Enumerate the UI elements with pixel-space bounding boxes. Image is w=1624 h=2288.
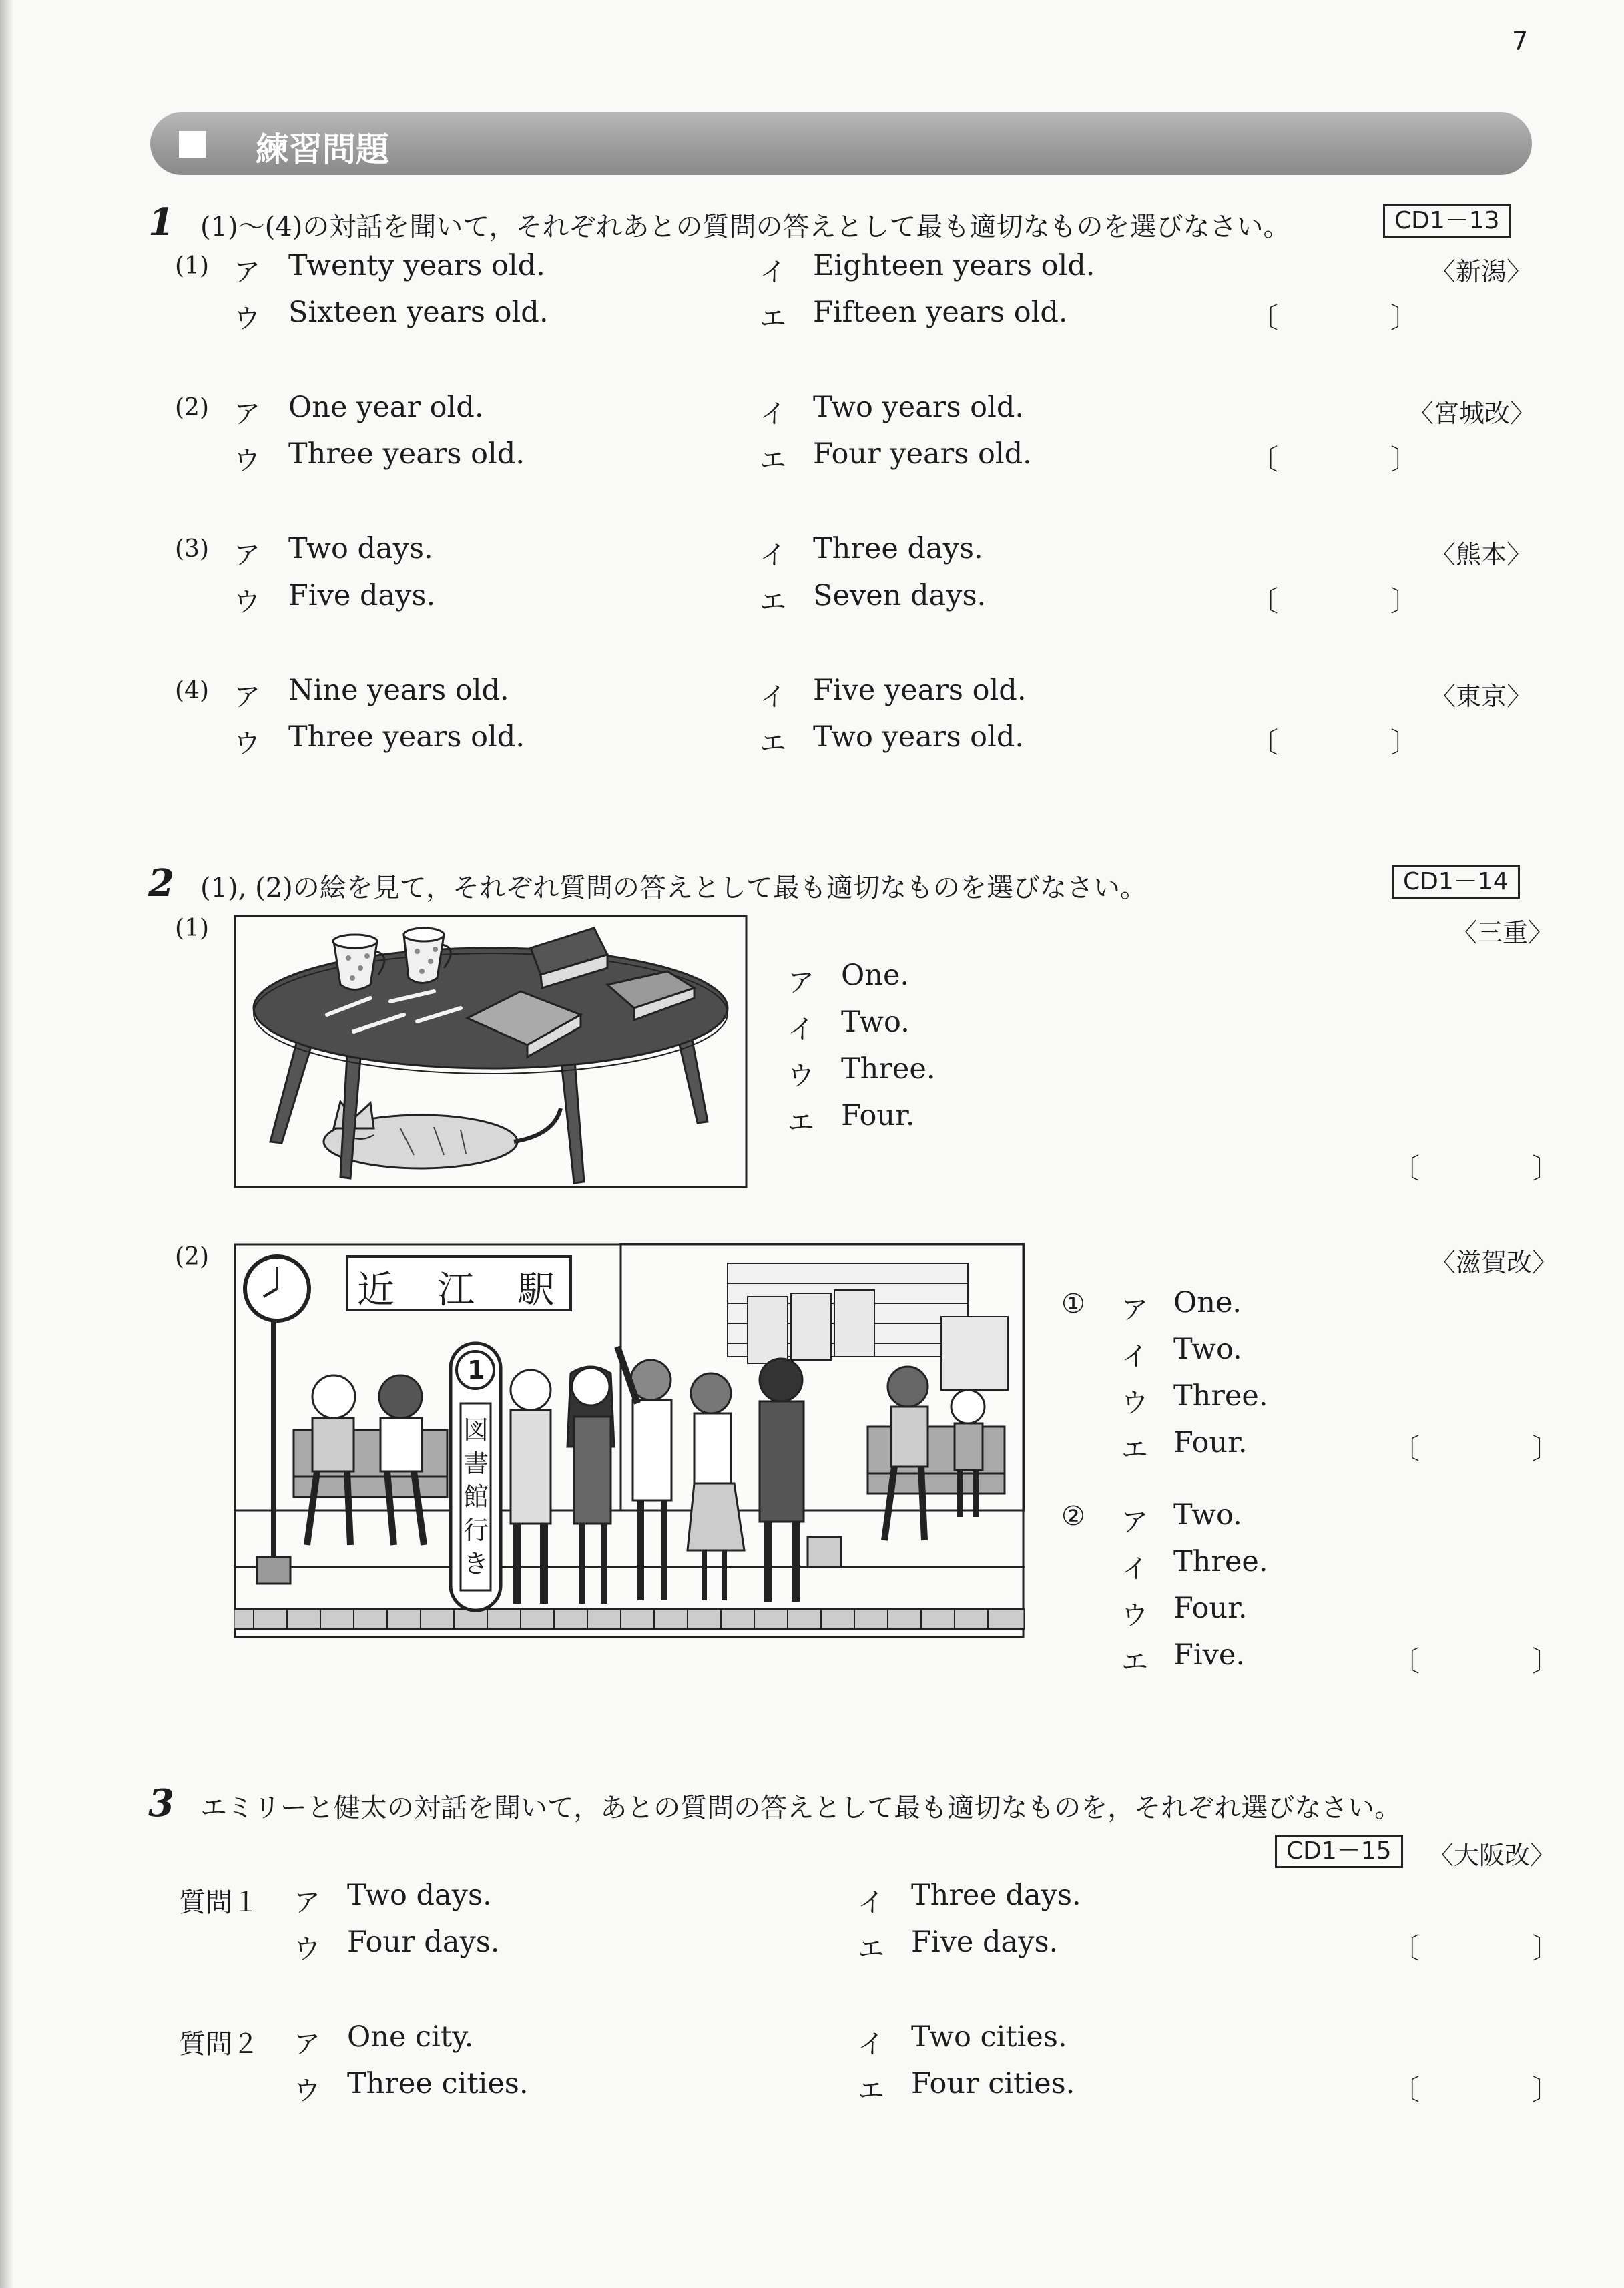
q3-item2-label: 質問２ (179, 2029, 259, 2060)
station-illustration (234, 1243, 1025, 1638)
kana-i: イ (788, 1014, 814, 1045)
section-title: 練習問題 (256, 130, 389, 169)
q1-item1-option-u: Sixteen years old. (288, 296, 549, 329)
kana-e: エ (858, 2076, 884, 2106)
q3-item2-option-u: Three cities. (347, 2067, 529, 2100)
q1-item1-option-e: Fifteen years old. (813, 296, 1068, 329)
kana-a: ア (788, 967, 814, 998)
q3-source: 〈大阪改〉 (1428, 1841, 1556, 1870)
kana-i: イ (858, 1887, 884, 1918)
q2-part2-sub1-option-e: Four. (1173, 1426, 1248, 1459)
kana-a: ア (294, 2029, 320, 2060)
kana-u: ウ (294, 2076, 320, 2106)
answer-bracket[interactable]: 〔 〕 (1392, 1932, 1561, 1965)
q1-item1-num: (1) (175, 252, 209, 280)
q1-item4-option-u: Three years old. (288, 720, 525, 754)
kana-e: エ (1121, 1647, 1148, 1678)
kana-i: イ (1121, 1341, 1148, 1372)
q1-item1-option-a: Twenty years old. (288, 249, 545, 282)
q1-item2-option-a: One year old. (288, 391, 484, 424)
q2-part2-sub1-option-u: Three. (1173, 1379, 1268, 1413)
kana-a: ア (234, 540, 260, 571)
kana-a: ア (234, 682, 260, 712)
q1-item2-option-u: Three years old. (288, 437, 525, 471)
kana-e: エ (858, 1934, 884, 1965)
kana-u: ウ (234, 728, 260, 759)
q2-part2-sub2-option-e: Five. (1173, 1638, 1245, 1672)
kana-a: ア (1121, 1295, 1148, 1325)
q3-item2-option-a: One city. (347, 2020, 474, 2054)
q2-part2-sub2-option-u: Four. (1173, 1592, 1248, 1625)
q1-cd-label: CD1－13 (1383, 204, 1511, 238)
kana-i: イ (760, 399, 786, 429)
q2-part1-option-u: Three. (841, 1052, 936, 1086)
table-cat-illustration (234, 915, 748, 1188)
page-number: 7 (1512, 27, 1529, 56)
answer-bracket[interactable]: 〔 〕 (1250, 443, 1419, 476)
answer-bracket[interactable]: 〔 〕 (1392, 1645, 1561, 1678)
q1-item3-num: (3) (175, 535, 209, 563)
answer-bracket[interactable]: 〔 〕 (1392, 1433, 1561, 1465)
kana-e: エ (760, 445, 786, 476)
q1-item3-option-a: Two days. (288, 532, 433, 565)
q1-instruction: (1)〜(4)の対話を聞いて，それぞれあとの質問の答えとして最も適切なものを選びなさい。 (200, 212, 1290, 242)
platform-sign: 図書館行き (463, 1415, 489, 1578)
q1-item4-option-i: Five years old. (813, 674, 1027, 707)
answer-bracket[interactable]: 〔 〕 (1250, 585, 1419, 618)
answer-bracket[interactable]: 〔 〕 (1392, 2074, 1561, 2106)
q2-part2-sub2-num: ② (1061, 1501, 1085, 1532)
q1-item2-source: 〈宮城改〉 (1408, 399, 1536, 428)
q1-item1-source: 〈新潟〉 (1430, 257, 1533, 286)
station-sign: 近 江 駅 (357, 1269, 557, 1312)
kana-a: ア (294, 1887, 320, 1918)
kana-a: ア (234, 399, 260, 429)
kana-e: エ (760, 728, 786, 759)
q1-item3-option-i: Three days. (813, 532, 983, 565)
q1-item3-option-u: Five days. (288, 579, 436, 612)
q2-part2-num: (2) (175, 1243, 209, 1271)
kana-i: イ (858, 2029, 884, 2060)
q2-part1-option-e: Four. (841, 1099, 915, 1132)
q3-item2-option-i: Two cities. (911, 2020, 1067, 2054)
kana-i: イ (1121, 1554, 1148, 1584)
kana-e: エ (760, 587, 786, 618)
q2-part2-sub1-num: ① (1061, 1289, 1085, 1319)
q1-item4-option-e: Two years old. (813, 720, 1025, 754)
q1-number: 1 (148, 200, 174, 244)
kana-i: イ (760, 682, 786, 712)
kana-a: ア (234, 257, 260, 288)
q1-item1-option-i: Eighteen years old. (813, 249, 1095, 282)
q2-part2-source: 〈滋賀改〉 (1430, 1248, 1558, 1277)
q2-part1-option-a: One. (841, 959, 910, 992)
kana-u: ウ (294, 1934, 320, 1965)
q2-part2-sub1-option-a: One. (1173, 1286, 1242, 1319)
q3-item2-option-e: Four cities. (911, 2067, 1075, 2100)
q2-instruction: (1), (2)の絵を見て，それぞれ質問の答えとして最も適切なものを選びなさい。 (200, 873, 1147, 903)
q1-item3-option-e: Seven days. (813, 579, 987, 612)
answer-bracket[interactable]: 〔 〕 (1250, 302, 1419, 334)
q3-item1-option-u: Four days. (347, 1925, 500, 1959)
q2-part2-sub1-option-i: Two. (1173, 1333, 1242, 1366)
q2-part1-num: (1) (175, 915, 209, 942)
q2-part1-source: 〈三重〉 (1452, 918, 1554, 947)
kana-i: イ (760, 257, 786, 288)
kana-i: イ (760, 540, 786, 571)
bench-right (868, 1427, 1005, 1494)
q3-item1-option-i: Three days. (911, 1879, 1081, 1912)
kana-u: ウ (234, 445, 260, 476)
q3-cd-label: CD1－15 (1275, 1835, 1403, 1868)
q3-item1-option-a: Two days. (347, 1879, 492, 1912)
kana-u: ウ (1121, 1388, 1148, 1419)
q2-part1-option-i: Two. (841, 1005, 910, 1039)
q3-instruction: エミリーと健太の対話を聞いて，あとの質問の答えとして最も適切なものを，それぞれ選びなさい。 (200, 1793, 1402, 1823)
kana-u: ウ (788, 1061, 814, 1092)
q1-item3-source: 〈熊本〉 (1430, 540, 1533, 569)
q1-item4-source: 〈東京〉 (1430, 682, 1533, 711)
q1-item2-option-i: Two years old. (813, 391, 1025, 424)
answer-bracket[interactable]: 〔 〕 (1250, 726, 1419, 759)
kana-e: エ (760, 304, 786, 334)
q1-item2-option-e: Four years old. (813, 437, 1032, 471)
answer-bracket[interactable]: 〔 〕 (1392, 1152, 1561, 1185)
q2-part2-sub2-option-a: Two. (1173, 1498, 1242, 1532)
kana-a: ア (1121, 1507, 1148, 1538)
kana-u: ウ (234, 587, 260, 618)
q3-item1-label: 質問１ (179, 1887, 259, 1918)
q1-item2-num: (2) (175, 394, 209, 421)
banner-square-icon (179, 131, 206, 158)
kana-e: エ (1121, 1435, 1148, 1465)
platform-number: 1 (467, 1355, 485, 1385)
page-edge-shadow (0, 0, 13, 2288)
kana-e: エ (788, 1108, 814, 1138)
q2-part2-sub2-option-i: Three. (1173, 1545, 1268, 1578)
q2-cd-label: CD1－14 (1392, 865, 1520, 899)
q3-number: 3 (148, 1781, 174, 1825)
q1-item4-option-a: Nine years old. (288, 674, 509, 707)
q1-item4-num: (4) (175, 677, 209, 704)
q3-item1-option-e: Five days. (911, 1925, 1059, 1959)
kana-u: ウ (1121, 1600, 1148, 1631)
kana-u: ウ (234, 304, 260, 334)
q2-number: 2 (148, 861, 174, 905)
